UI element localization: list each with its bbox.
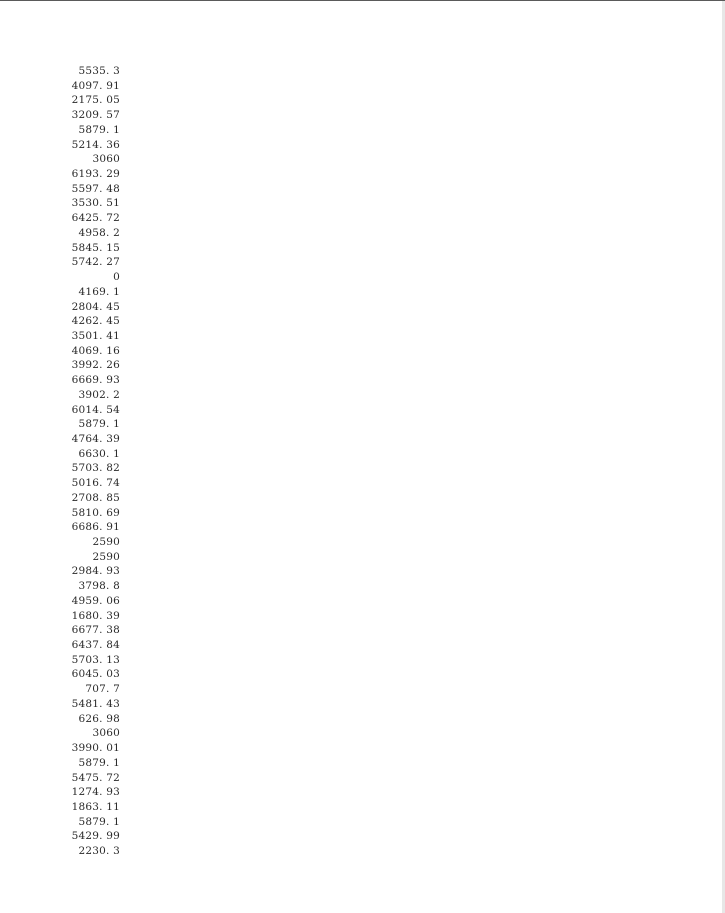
- value-row: 4069. 16: [71, 344, 120, 357]
- value-row: 6193. 29: [71, 168, 120, 181]
- value-row: 1274. 93: [71, 786, 120, 799]
- value-row: 5535. 3: [78, 65, 120, 77]
- value-row: 5742. 27: [71, 256, 120, 269]
- value-row: 6677. 38: [71, 624, 120, 637]
- value-row: 2984. 93: [71, 565, 120, 578]
- value-row: 4959. 06: [71, 594, 120, 607]
- value-row: 6045. 03: [71, 668, 120, 681]
- value-row: 2590: [92, 536, 120, 548]
- value-row: 5879. 1: [78, 418, 120, 431]
- value-row: 2708. 85: [71, 491, 120, 504]
- value-row: 2230. 3: [78, 845, 120, 858]
- value-row: 5810. 69: [71, 506, 120, 519]
- value-row: 3902. 2: [78, 388, 120, 401]
- value-row: 2175. 05: [71, 94, 120, 107]
- value-row: 5214. 36: [71, 138, 120, 151]
- value-row: 4097. 91: [71, 79, 120, 92]
- value-row: 5703. 82: [71, 462, 120, 475]
- value-row: 5845. 15: [71, 241, 120, 254]
- value-row: 6686. 91: [71, 521, 120, 534]
- value-row: 3209. 57: [71, 109, 120, 122]
- value-row: 6437. 84: [71, 639, 120, 652]
- value-row: 5429. 99: [71, 830, 120, 843]
- value-row: 1680. 39: [71, 609, 120, 622]
- value-row: 4958. 2: [78, 226, 120, 239]
- value-row: 4169. 1: [78, 285, 120, 298]
- value-row: 4764. 39: [71, 432, 120, 445]
- value-row: 3501. 41: [71, 329, 120, 342]
- value-row: 4262. 45: [71, 315, 120, 328]
- value-row: 5481. 43: [71, 697, 120, 710]
- value-row: 6630. 1: [78, 447, 120, 460]
- value-row: 2590: [92, 550, 120, 563]
- value-row: 5879. 1: [78, 815, 120, 828]
- value-row: 1863. 11: [71, 800, 120, 813]
- value-row: 6425. 72: [71, 212, 120, 225]
- value-row: 3990. 01: [71, 742, 120, 755]
- value-row: 3530. 51: [71, 197, 120, 210]
- value-row: 3992. 26: [71, 359, 120, 372]
- value-row: 6669. 93: [71, 374, 120, 387]
- value-row: 3798. 8: [78, 580, 120, 593]
- value-row: 3060: [92, 153, 120, 166]
- value-row: 6014. 54: [71, 403, 120, 416]
- value-row: 626. 98: [78, 712, 120, 725]
- value-row: 0: [113, 271, 120, 284]
- value-row: 5475. 72: [71, 771, 120, 784]
- value-row: 5597. 48: [71, 182, 120, 195]
- value-row: 3060: [92, 727, 120, 740]
- value-column: [60, 64, 120, 859]
- value-row: 5879. 1: [78, 756, 120, 769]
- value-row: 5703. 13: [71, 653, 120, 666]
- value-row: 2804. 45: [71, 300, 120, 313]
- value-row: 5879. 1: [78, 123, 120, 136]
- value-row: 5016. 74: [71, 477, 120, 490]
- value-row: 707. 7: [85, 683, 120, 696]
